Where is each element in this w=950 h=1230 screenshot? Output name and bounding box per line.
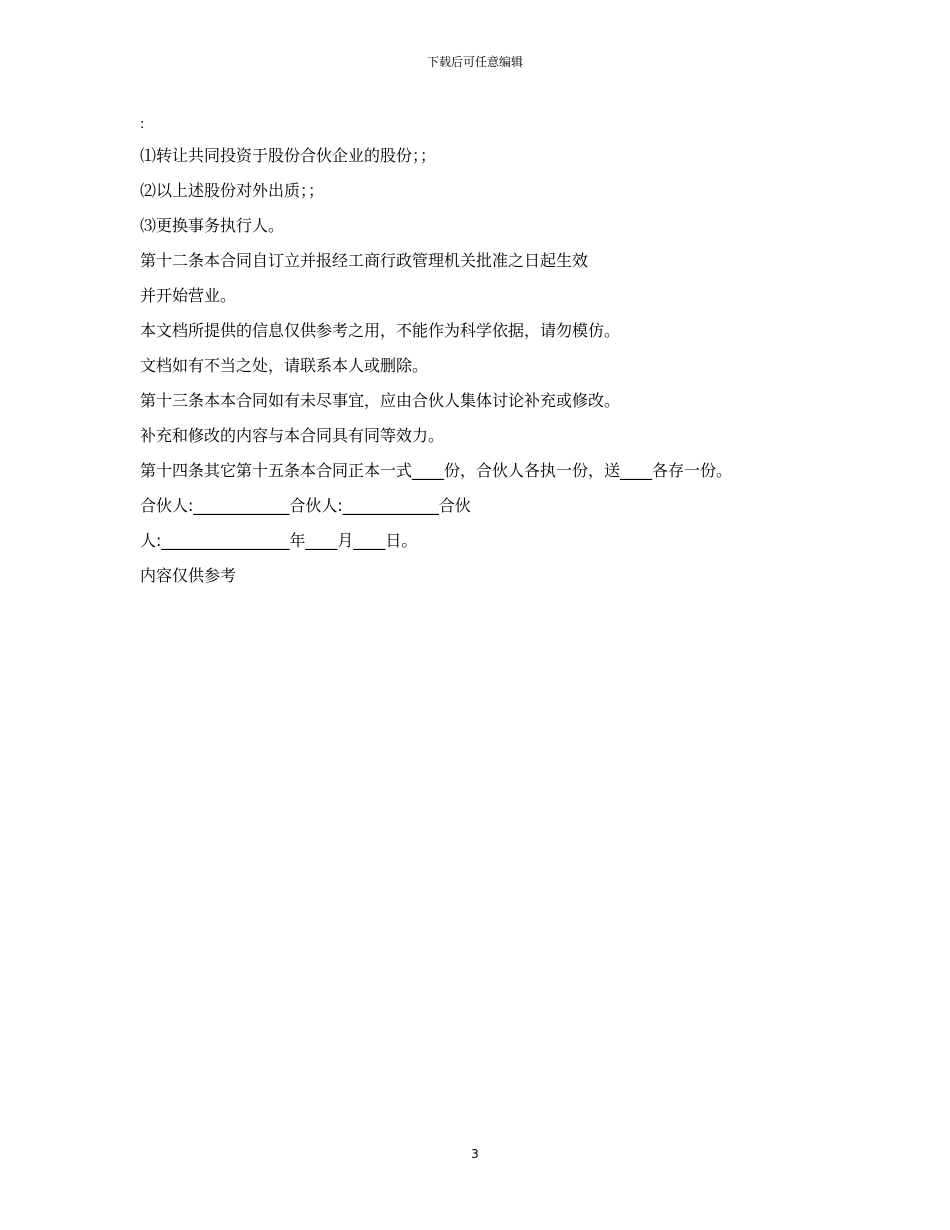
text-line: 补充和修改的内容与本合同具有同等效力。: [140, 426, 445, 445]
text-line: 内容仅供参考: [140, 566, 237, 585]
signature-line: 合伙人:____________合伙人:____________合伙: [140, 496, 471, 515]
document-body: [140, 112, 840, 593]
page-number: 3: [471, 1147, 479, 1161]
text-line: :: [140, 117, 145, 132]
text-line: ⑴转让共同投资于股份合伙企业的股份；；: [140, 146, 437, 165]
text-line: 第十二条本合同自订立并报经工商行政管理机关批准之日起生效: [140, 251, 589, 270]
text-line: 并开始营业。: [140, 286, 237, 305]
text-line: 本文档所提供的信息仅供参考之用，不能作为科学依据，请勿模仿。: [140, 321, 621, 340]
text-line: 第十四条其它第十五条本合同正本一式____份，合伙人各执一份，送____各存一份。: [140, 461, 733, 480]
text-line: 文档如有不当之处，请联系本人或删除。: [140, 356, 429, 375]
text-line: 第十三条本本合同如有未尽事宜，应由合伙人集体讨论补充或修改。: [140, 391, 621, 410]
date-line: 人:________________年____月____日。: [140, 531, 418, 550]
text-line: ⑶更换事务执行人。: [140, 216, 285, 235]
text-line: ⑵以上述股份对外出质；；: [140, 181, 325, 200]
page-header: 下载后可任意编辑: [426, 55, 523, 69]
